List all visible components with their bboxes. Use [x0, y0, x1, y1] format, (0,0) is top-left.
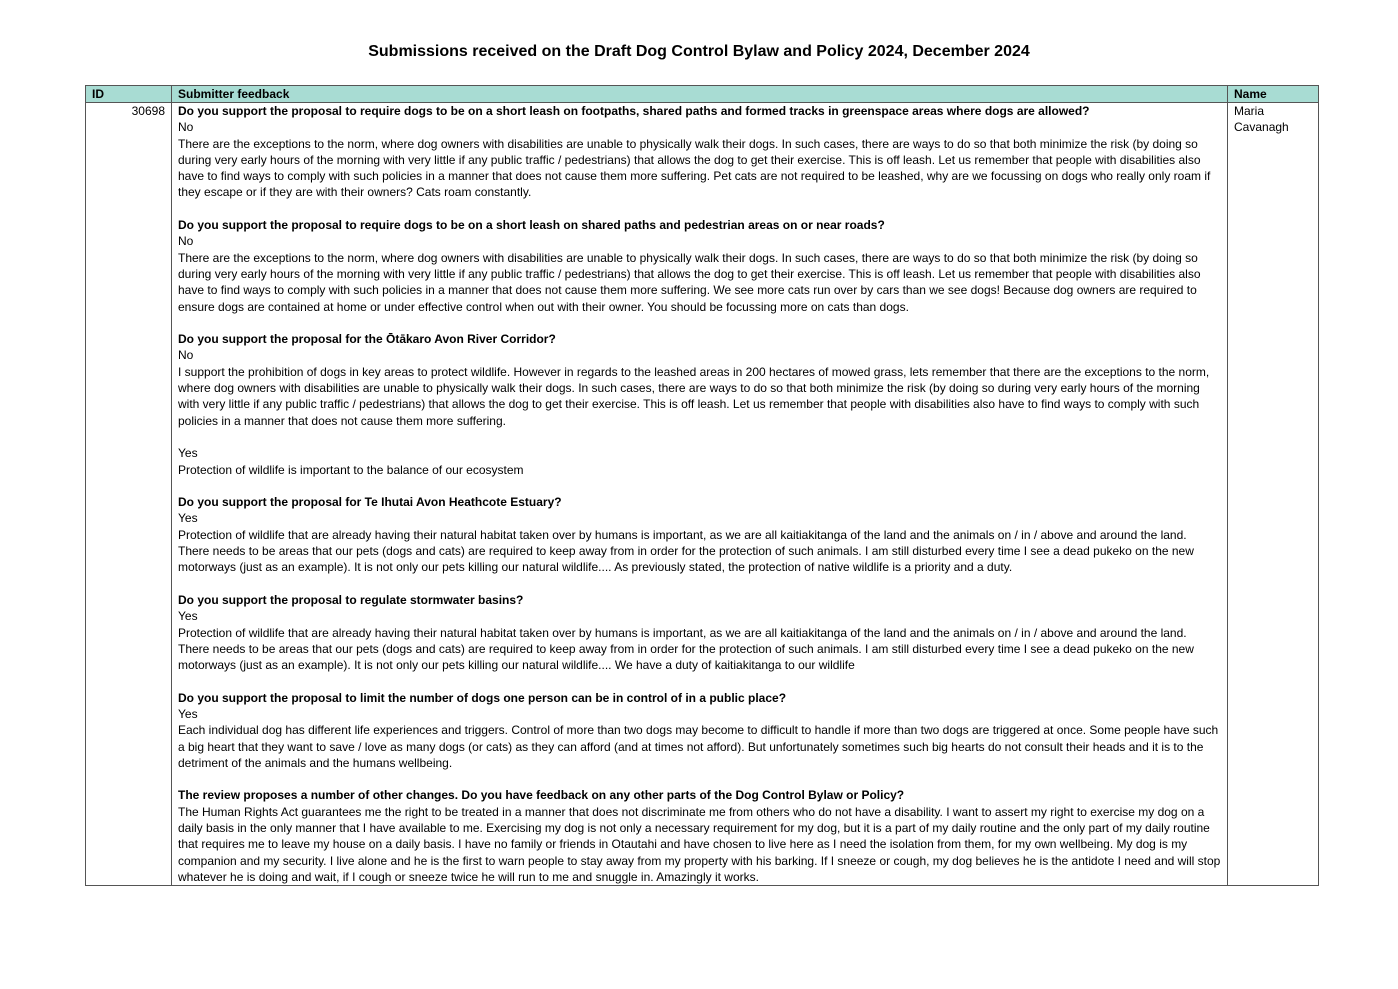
- feedback-block: [178, 787, 1221, 885]
- feedback-block: [178, 217, 1221, 315]
- table-header-row: [86, 86, 1319, 103]
- question: Do you support the proposal to require dogs to be on a short leash on footpaths, shared paths and formed tracks in greenspace areas where dogs are allowed?: [178, 104, 1090, 118]
- question: Do you support the proposal to require dogs to be on a short leash on shared paths and pedestrian areas on or near roads?: [178, 218, 885, 233]
- feedback-block: [178, 103, 1221, 201]
- submitter-feedback: [172, 103, 1228, 886]
- column-header-feedback: Submitter feedback: [172, 86, 1228, 103]
- comment: Each individual dog has different life experiences and triggers. Control of more than two dogs may become to difficult to handle if more than two dogs are triggered at once. Some people have such a big heart that they want to save / love as many dogs (or cats) as they can afford (and at times not afford). But unfortunately sometimes such big hearts do not consult their heads and it is to the detriment of the animals and the humans wellbeing.: [178, 723, 1219, 770]
- feedback-block: [178, 494, 1221, 575]
- feedback-block: [178, 592, 1221, 673]
- answer: Yes: [178, 511, 198, 526]
- comment: There are the exceptions to the norm, where dog owners with disabilities are unable to physically walk their dogs. In such cases, there are ways to do so that both minimize the risk (by doing so during very early hours of the morning with very little if any public traffic / pedestrians) that allows the dog to get their exercise. This is off leash. Let us remember that people with disabilities also have to find ways to comply with such policies in a manner that does not cause them more suffering. We see more cats run over by cars than we see dogs! Because dog owners are required to ensure dogs are contained at home or under effective control when out with their owner. You should be focussing more on cats than dogs.: [178, 250, 1201, 314]
- submitter-name: [1228, 103, 1319, 886]
- comment: Protection of wildlife is important to the balance of our ecosystem: [178, 462, 524, 477]
- answer: No: [178, 348, 194, 363]
- comment: The Human Rights Act guarantees me the right to be treated in a manner that does not discriminate me from others who do not have a disability. I want to assert my right to exercise my dog on a daily basis in the only manner that I have available to me. Exercising my dog is not only a necessary requirement for my dog, but it is a part of my daily routine and the only part of my daily routine that requires me to leave my house on a daily basis. I have no family or friends in Otautahi and have chosen to live here as I need the isolation from them, for my own wellbeing. My dog is my companion and my security. I live alone and he is the first to warn people to stay away from my property with his barking. If I sneeze or cough, my dog believes he is the antidote I need and will stop whatever he is doing and wait, if I cough or sneeze twice he will run to me and snuggle in. Amazingly it works.: [178, 804, 1221, 884]
- answer: Yes: [178, 706, 198, 721]
- question: Do you support the proposal to limit the number of dogs one person can be in control of in a public place?: [178, 690, 787, 705]
- table-row: [86, 103, 1319, 886]
- comment: Protection of wildlife that are already having their natural habitat taken over by humans is important, as we are all kaitiakitanga of the land and the animals on / in / above and around the land. There needs to be areas that our pets (dogs and cats) are required to keep away from in order for the protection of such animals. I am still disturbed every time I see a dead pukeko on the new motorways (just as an example). It is not only our pets killing our natural wildlife.... As previously stated, the protection of native wildlife is a priority and a duty.: [178, 527, 1194, 575]
- comment: Protection of wildlife that are already having their natural habitat taken over by humans is important, as we are all kaitiakitanga of the land and the animals on / in / above and around the land. There needs to be areas that our pets (dogs and cats) are required to keep away from in order for the protection of such animals. I am still disturbed every time I see a dead pukeko on the new motorways (just as an example). It is not only our pets killing our natural wildlife.... We have a duty of kaitiakitanga to our wildlife: [178, 625, 1194, 673]
- submission-id: 30698: [86, 103, 172, 886]
- answer: No: [178, 234, 194, 249]
- answer: No: [178, 120, 194, 135]
- feedback-block: [178, 445, 1221, 478]
- name-line: Cavanagh: [1234, 120, 1289, 135]
- comment: I support the prohibition of dogs in key areas to protect wildlife. However in regards to the leashed areas in 200 hectares of mowed grass, lets remember that there are the exceptions to the norm, where dog owners with disabilities are unable to physically walk their dogs. In such cases, there are ways to do so that both minimize the risk (by doing so during very early hours of the morning with very little if any public traffic / pedestrians) that allows the dog to get their exercise. This is off leash. Let us remember that people with disabilities also have to find ways to comply with such policies in a manner that does not cause them more suffering.: [178, 364, 1210, 428]
- page-title: Submissions received on the Draft Dog Control Bylaw and Policy 2024, December 2024: [368, 43, 1030, 60]
- feedback-block: [178, 690, 1221, 771]
- submissions-table: [85, 85, 1319, 886]
- answer: Yes: [178, 609, 198, 624]
- question: Do you support the proposal to regulate stormwater basins?: [178, 592, 524, 607]
- feedback-block: [178, 331, 1221, 429]
- comment: There are the exceptions to the norm, where dog owners with disabilities are unable to physically walk their dogs. In such cases, there are ways to do so that both minimize the risk (by doing so during very early hours of the morning with very little if any public traffic / pedestrians) that allows the dog to get their exercise. This is off leash. Let us remember that people with disabilities also have to find ways to comply with such policies in a manner that does not cause them more suffering. Pet cats are not required to be leashed, why are we focussing on dogs who really only roam if they escape or if they are with their owners? Cats roam constantly.: [178, 136, 1211, 200]
- question: Do you support the proposal for Te Ihutai Avon Heathcote Estuary?: [178, 495, 562, 510]
- question: The review proposes a number of other changes. Do you have feedback on any other parts of the Dog Control Bylaw or Policy?: [178, 788, 905, 803]
- column-header-id: ID: [86, 86, 172, 103]
- question: Do you support the proposal for the Ōtākaro Avon River Corridor?: [178, 332, 556, 347]
- answer: Yes: [178, 446, 198, 461]
- column-header-name: Name: [1228, 86, 1319, 103]
- name-line: Maria: [1234, 104, 1265, 118]
